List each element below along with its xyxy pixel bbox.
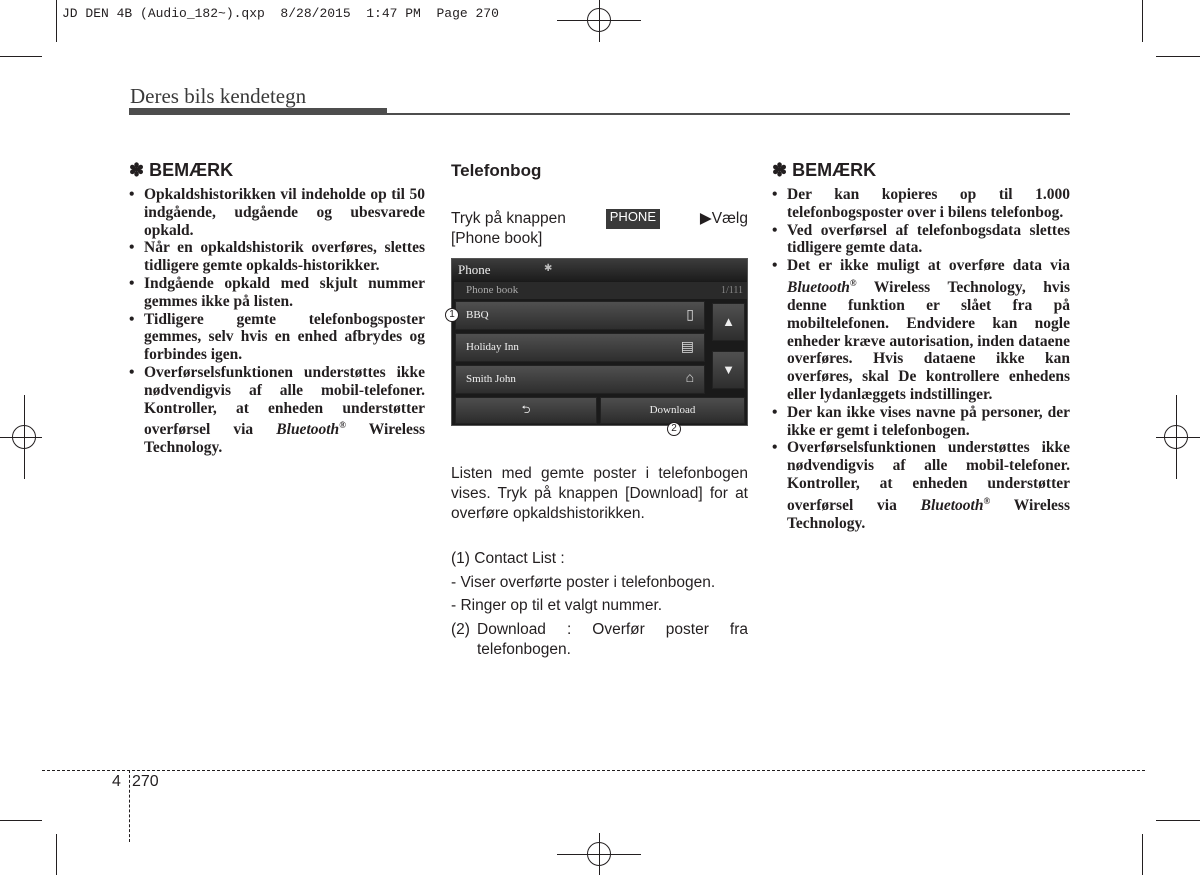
note-item: • Opkaldshistorikken vil indeholde op til 50 indgående, udgående og ubesvarede opkald.	[129, 186, 425, 239]
mobile-icon: ▯	[686, 308, 694, 323]
note-item: • Når en opkaldshistorik overføres, slettes tidligere gemte opkalds-historikker.	[129, 239, 425, 275]
list-count: 1/111	[720, 285, 743, 296]
page-number: 270	[132, 773, 159, 790]
footer-divider	[129, 770, 130, 842]
scroll-down-button[interactable]: ▼	[712, 351, 745, 389]
screen-subtitle: Phone book	[466, 284, 519, 296]
contact-list-bullet: - Viser overførte poster i telefonbogen.	[451, 574, 716, 591]
wireless-term: Wireless Technology.	[144, 421, 426, 457]
note-item: • Ved overførsel af telefonbogsdata slettes tidligere gemte data.	[772, 222, 1070, 258]
download-item-number: (2)	[451, 621, 470, 638]
bluetooth-term: Bluetooth	[276, 421, 340, 439]
registration-circle	[1164, 425, 1188, 449]
intro-paragraph	[451, 209, 748, 249]
contact-row-bbq[interactable]	[455, 301, 705, 330]
note-item	[772, 257, 1070, 404]
intro-pre: Tryk på knappen	[451, 210, 566, 227]
contact-row-smith-john[interactable]	[455, 365, 705, 394]
crop-mark	[1156, 820, 1200, 821]
note-item	[129, 364, 425, 457]
scroll-up-button[interactable]: ▲	[712, 303, 745, 341]
section-title: Deres bils kendetegn	[130, 84, 307, 108]
phonebook-screen	[451, 258, 748, 426]
registered-mark: ®	[983, 495, 991, 506]
bluetooth-term: Bluetooth	[787, 279, 850, 297]
note-list-left	[129, 186, 425, 457]
crop-mark	[56, 834, 57, 875]
contact-name: Smith John	[466, 373, 516, 385]
note-item-text: Det er ikke muligt at overføre data via	[787, 257, 1070, 275]
home-icon: ⌂	[685, 371, 694, 386]
crop-mark	[0, 56, 42, 57]
screen-title: Phone	[458, 262, 491, 277]
download-button[interactable]: Download	[600, 397, 745, 424]
note-heading: ✽ BEMÆRK	[772, 160, 877, 180]
note-list-right	[772, 186, 1070, 532]
screen-subtitle-bar	[454, 282, 747, 299]
download-item-line1: Download : Overfør poster fra	[477, 621, 748, 638]
footer-rule	[42, 770, 1145, 771]
note-heading: ✽ BEMÆRK	[129, 160, 234, 180]
download-item-line2: telefonbogen.	[477, 641, 571, 658]
contact-name: Holiday Inn	[466, 341, 519, 353]
callout-1: 1	[445, 308, 459, 322]
phone-key-label: PHONE	[606, 209, 660, 229]
note-item: • Tidligere gemte telefonbogsposter gemmes, selv hvis en enhed afbrydes og forbindes igen.	[129, 311, 425, 364]
note-item-text: Overførselsfunktionen understøttes ikke nødvendigvis af alle mobil-telefoner. Kontroller, at enheden understøtter overførsel via	[787, 439, 1070, 514]
wireless-term: Wireless Technology.	[787, 496, 1070, 532]
intro-line2: [Phone book]	[451, 230, 543, 247]
note-item-text: Wireless Technology, hvis denne funktion er slået fra på mobiltelefonen. Endvidere kan nogle enheder kræve autorisation, inden dataene overføres. Hvis dataene ikke kan overføres, skal De kontrollere enhedens eller lydanlæggets indstillinger.	[787, 279, 1070, 403]
intro-post: ▶Vælg	[699, 210, 748, 227]
list-paragraph: Listen med gemte poster i telefonbogen vises. Tryk på knappen [Download] for at overføre opkaldshistorikken.	[451, 465, 748, 522]
bluetooth-icon: ✱	[544, 263, 553, 274]
registered-mark: ®	[339, 420, 346, 431]
phonebook-heading: Telefonbog	[451, 161, 542, 180]
note-item	[772, 439, 1070, 532]
note-item-text: Overførselsfunktionen understøttes ikke nødvendigvis af alle mobil-telefoner. Kontroller, at enheden understøtter overførsel via	[144, 363, 425, 439]
crop-mark	[1142, 834, 1143, 875]
title-rule	[387, 113, 1070, 115]
note-item: • Indgående opkald med skjult nummer gemmes ikke på listen.	[129, 275, 425, 311]
callout-2: 2	[667, 422, 681, 436]
chapter-number: 4	[112, 773, 121, 790]
title-rule	[129, 108, 387, 115]
registered-mark: ®	[849, 277, 857, 288]
note-item: • Der kan kopieres op til 1.000 telefonbogsposter over i bilens telefonbog.	[772, 186, 1070, 222]
screen-header	[452, 259, 747, 281]
note-item: • Der kan ikke vises navne på personer, der ikke er gemt i telefonbogen.	[772, 404, 1070, 440]
crop-mark	[0, 820, 42, 821]
download-item	[451, 620, 748, 660]
contact-row-holiday-inn[interactable]	[455, 333, 705, 362]
contact-list-item: (1) Contact List :	[451, 550, 565, 567]
bluetooth-term: Bluetooth	[920, 496, 984, 514]
office-icon: ▤	[680, 340, 694, 355]
contact-list-bullet: - Ringer op til et valgt nummer.	[451, 597, 663, 614]
download-item-text	[477, 620, 748, 660]
crop-mark	[1156, 56, 1200, 57]
crop-mark	[1142, 0, 1143, 42]
registration-circle	[587, 8, 611, 32]
registration-circle	[587, 842, 611, 866]
registration-circle	[12, 425, 36, 449]
contact-name: BBQ	[466, 309, 489, 321]
back-button[interactable]: ⮌	[455, 397, 597, 424]
crop-mark	[56, 0, 57, 42]
print-slug: JD DEN 4B (Audio_182~).qxp 8/28/2015 1:47 PM Page 270	[62, 6, 499, 21]
